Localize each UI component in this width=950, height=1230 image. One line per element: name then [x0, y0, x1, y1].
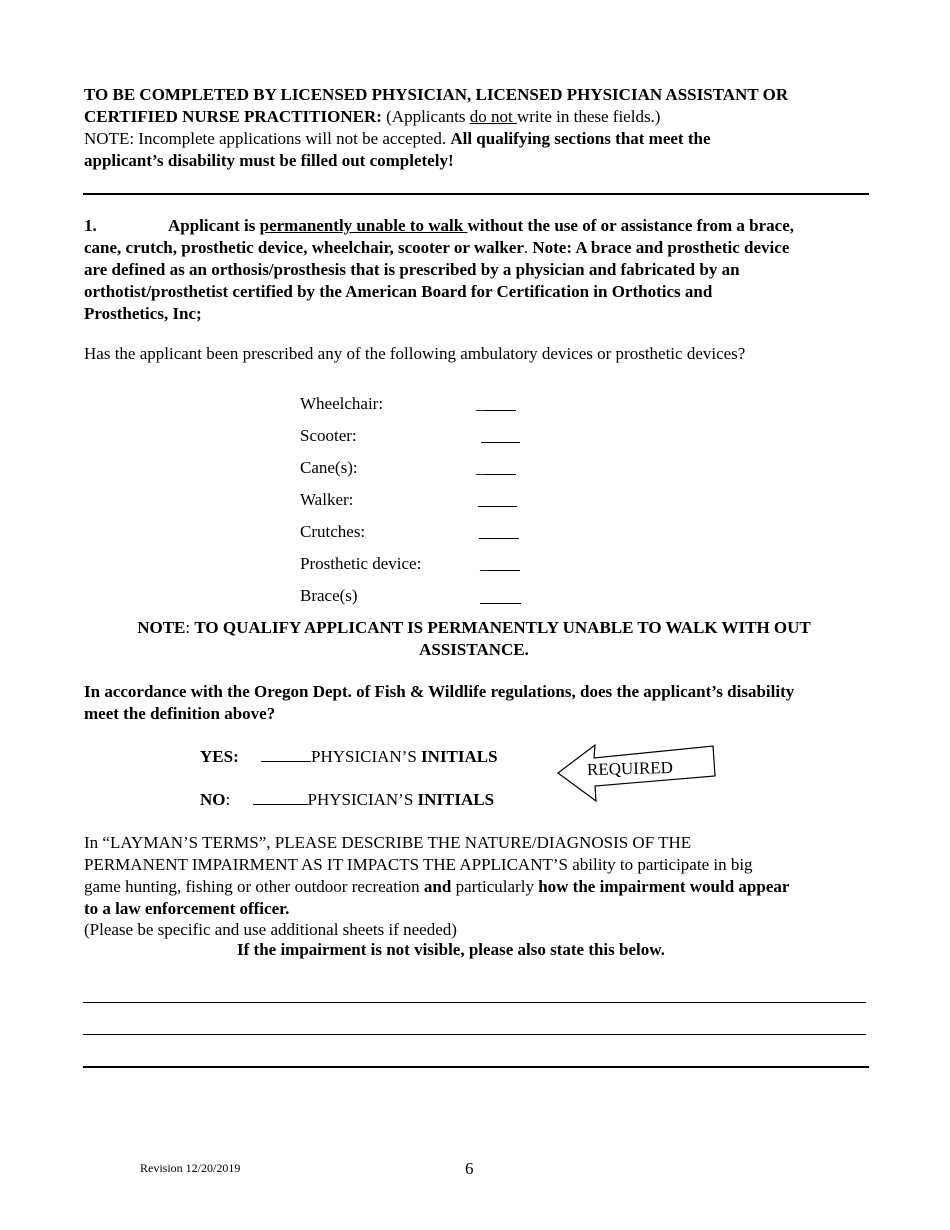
yes-physician-label: PHYSICIAN’S: [311, 747, 422, 766]
device-prefix-canes: _: [476, 458, 485, 477]
layman-line-4: to a law enforcement officer.: [84, 899, 290, 918]
section-1-line-2: [84, 237, 884, 259]
note-colon: :: [185, 618, 195, 637]
header-applicants-text: (Applicants: [381, 107, 470, 126]
header-note-text: NOTE: Incomplete applications will not be accepted.: [84, 129, 451, 148]
layman-line-1: In “LAYMAN’S TERMS”, PLEASE DESCRIBE THE NATURE/DIAGNOSIS OF THE: [84, 833, 692, 852]
header-do-not-text: do not: [469, 107, 517, 126]
no-initials-field[interactable]: [253, 788, 308, 805]
page-number: 6: [465, 1159, 474, 1178]
no-initials-label: INITIALS: [417, 790, 495, 809]
device-blank-prosthetic[interactable]: [488, 554, 520, 571]
section-1-text: [84, 215, 884, 325]
device-prefix-wheelchair: _: [476, 394, 485, 413]
section-1-line-3: are defined as an orthosis/prosthesis that is prescribed by a physician and fabricated by an: [84, 260, 740, 279]
yes-label: YES:: [200, 747, 239, 766]
answer-line-2[interactable]: [83, 1034, 866, 1035]
device-blank-walker[interactable]: [478, 490, 517, 507]
layman-block: [84, 832, 904, 940]
not-visible-note: If the impairment is not visible, please also state this below.: [237, 940, 665, 959]
header-line-2: [84, 106, 884, 128]
note-text-1: TO QUALIFY APPLICANT IS PERMANENTLY UNABLE TO WALK WITH OUT: [194, 618, 811, 637]
revision-date: Revision 12/20/2019: [140, 1161, 241, 1175]
layman-3a: game hunting, fishing or other outdoor recreation: [84, 877, 424, 896]
section-number: 1.: [84, 216, 97, 235]
no-physician-label: PHYSICIAN’S: [307, 790, 418, 809]
no-label: NO: [200, 790, 226, 809]
device-label-crutches: Crutches:: [300, 522, 366, 541]
accordance-line-2: meet the definition above?: [84, 704, 276, 723]
layman-3c: particularly: [451, 877, 539, 896]
layman-3d: how the impairment would appear: [538, 877, 790, 896]
layman-line-5: (Please be specific and use additional sheets if needed): [84, 920, 457, 939]
accordance-question: [84, 681, 904, 725]
device-label-prosthetic: Prosthetic device:: [300, 554, 422, 573]
device-label-scooter: Scooter:: [300, 426, 357, 445]
layman-line-2: PERMANENT IMPAIRMENT AS IT IMPACTS THE APPLICANT’S ability to participate in big: [84, 855, 753, 874]
accordance-line-1: In accordance with the Oregon Dept. of Fish & Wildlife regulations, does the applicant’s disability: [84, 682, 795, 701]
section-1-line-5: Prosthetics, Inc;: [84, 304, 202, 323]
no-colon: :: [225, 790, 231, 809]
yes-initials-label: INITIALS: [421, 747, 498, 766]
header-write-text: write in these fields.): [516, 107, 661, 126]
yes-row: [200, 745, 498, 768]
section-1-line-4: orthotist/prosthetist certified by the American Board for Certification in Orthotics and: [84, 282, 713, 301]
header-divider: [83, 193, 869, 195]
header-block: [84, 84, 884, 172]
section-1-line-1: [84, 215, 884, 237]
qualify-note-line-1: [84, 617, 864, 639]
section-1-assistance-text: without the use of or assistance from a brace,: [467, 216, 795, 235]
header-line-1: TO BE COMPLETED BY LICENSED PHYSICIAN, LICENSED PHYSICIAN ASSISTANT OR: [84, 85, 789, 104]
note-prefix: NOTE: [137, 618, 186, 637]
device-label-braces: Brace(s): [300, 586, 358, 605]
device-blank-braces[interactable]: [480, 587, 521, 604]
header-line-3: [84, 128, 884, 150]
device-blank-scooter[interactable]: [481, 426, 520, 443]
section-1-period: .: [523, 238, 533, 257]
header-qualifying-text: All qualifying sections that meet the: [450, 129, 711, 148]
yes-initials-field[interactable]: [261, 745, 311, 762]
device-prefix-prosthetic: _: [480, 554, 489, 573]
device-blank-crutches[interactable]: [479, 522, 519, 539]
section-1-devices-text: cane, crutch, prosthetic device, wheelchair, scooter or walker: [84, 238, 524, 257]
device-label-walker: Walker:: [300, 490, 354, 509]
answer-line-1[interactable]: [83, 1002, 866, 1003]
answer-line-3[interactable]: [83, 1066, 869, 1068]
qualify-note-line-2: ASSISTANCE.: [419, 640, 529, 659]
devices-question: Has the applicant been prescribed any of the following ambulatory devices or prosthetic devices?: [84, 344, 746, 363]
no-row: [200, 788, 494, 811]
qualify-note: [84, 617, 864, 661]
section-1-applicant-text: Applicant is: [168, 216, 260, 235]
section-1-note-text: Note: A brace and prosthetic device: [532, 238, 790, 257]
device-label-wheelchair: Wheelchair:: [300, 394, 384, 413]
device-blank-canes[interactable]: [484, 458, 516, 475]
layman-line-3: [84, 876, 904, 898]
required-label: REQUIRED: [586, 757, 674, 780]
device-blank-wheelchair[interactable]: [484, 394, 516, 411]
header-certified-label: CERTIFIED NURSE PRACTITIONER:: [84, 107, 382, 126]
layman-3b: and: [423, 877, 452, 896]
section-1-unable-walk: permanently unable to walk: [259, 216, 468, 235]
device-label-canes: Cane(s):: [300, 458, 358, 477]
header-line-4: applicant’s disability must be filled out completely!: [84, 151, 454, 170]
